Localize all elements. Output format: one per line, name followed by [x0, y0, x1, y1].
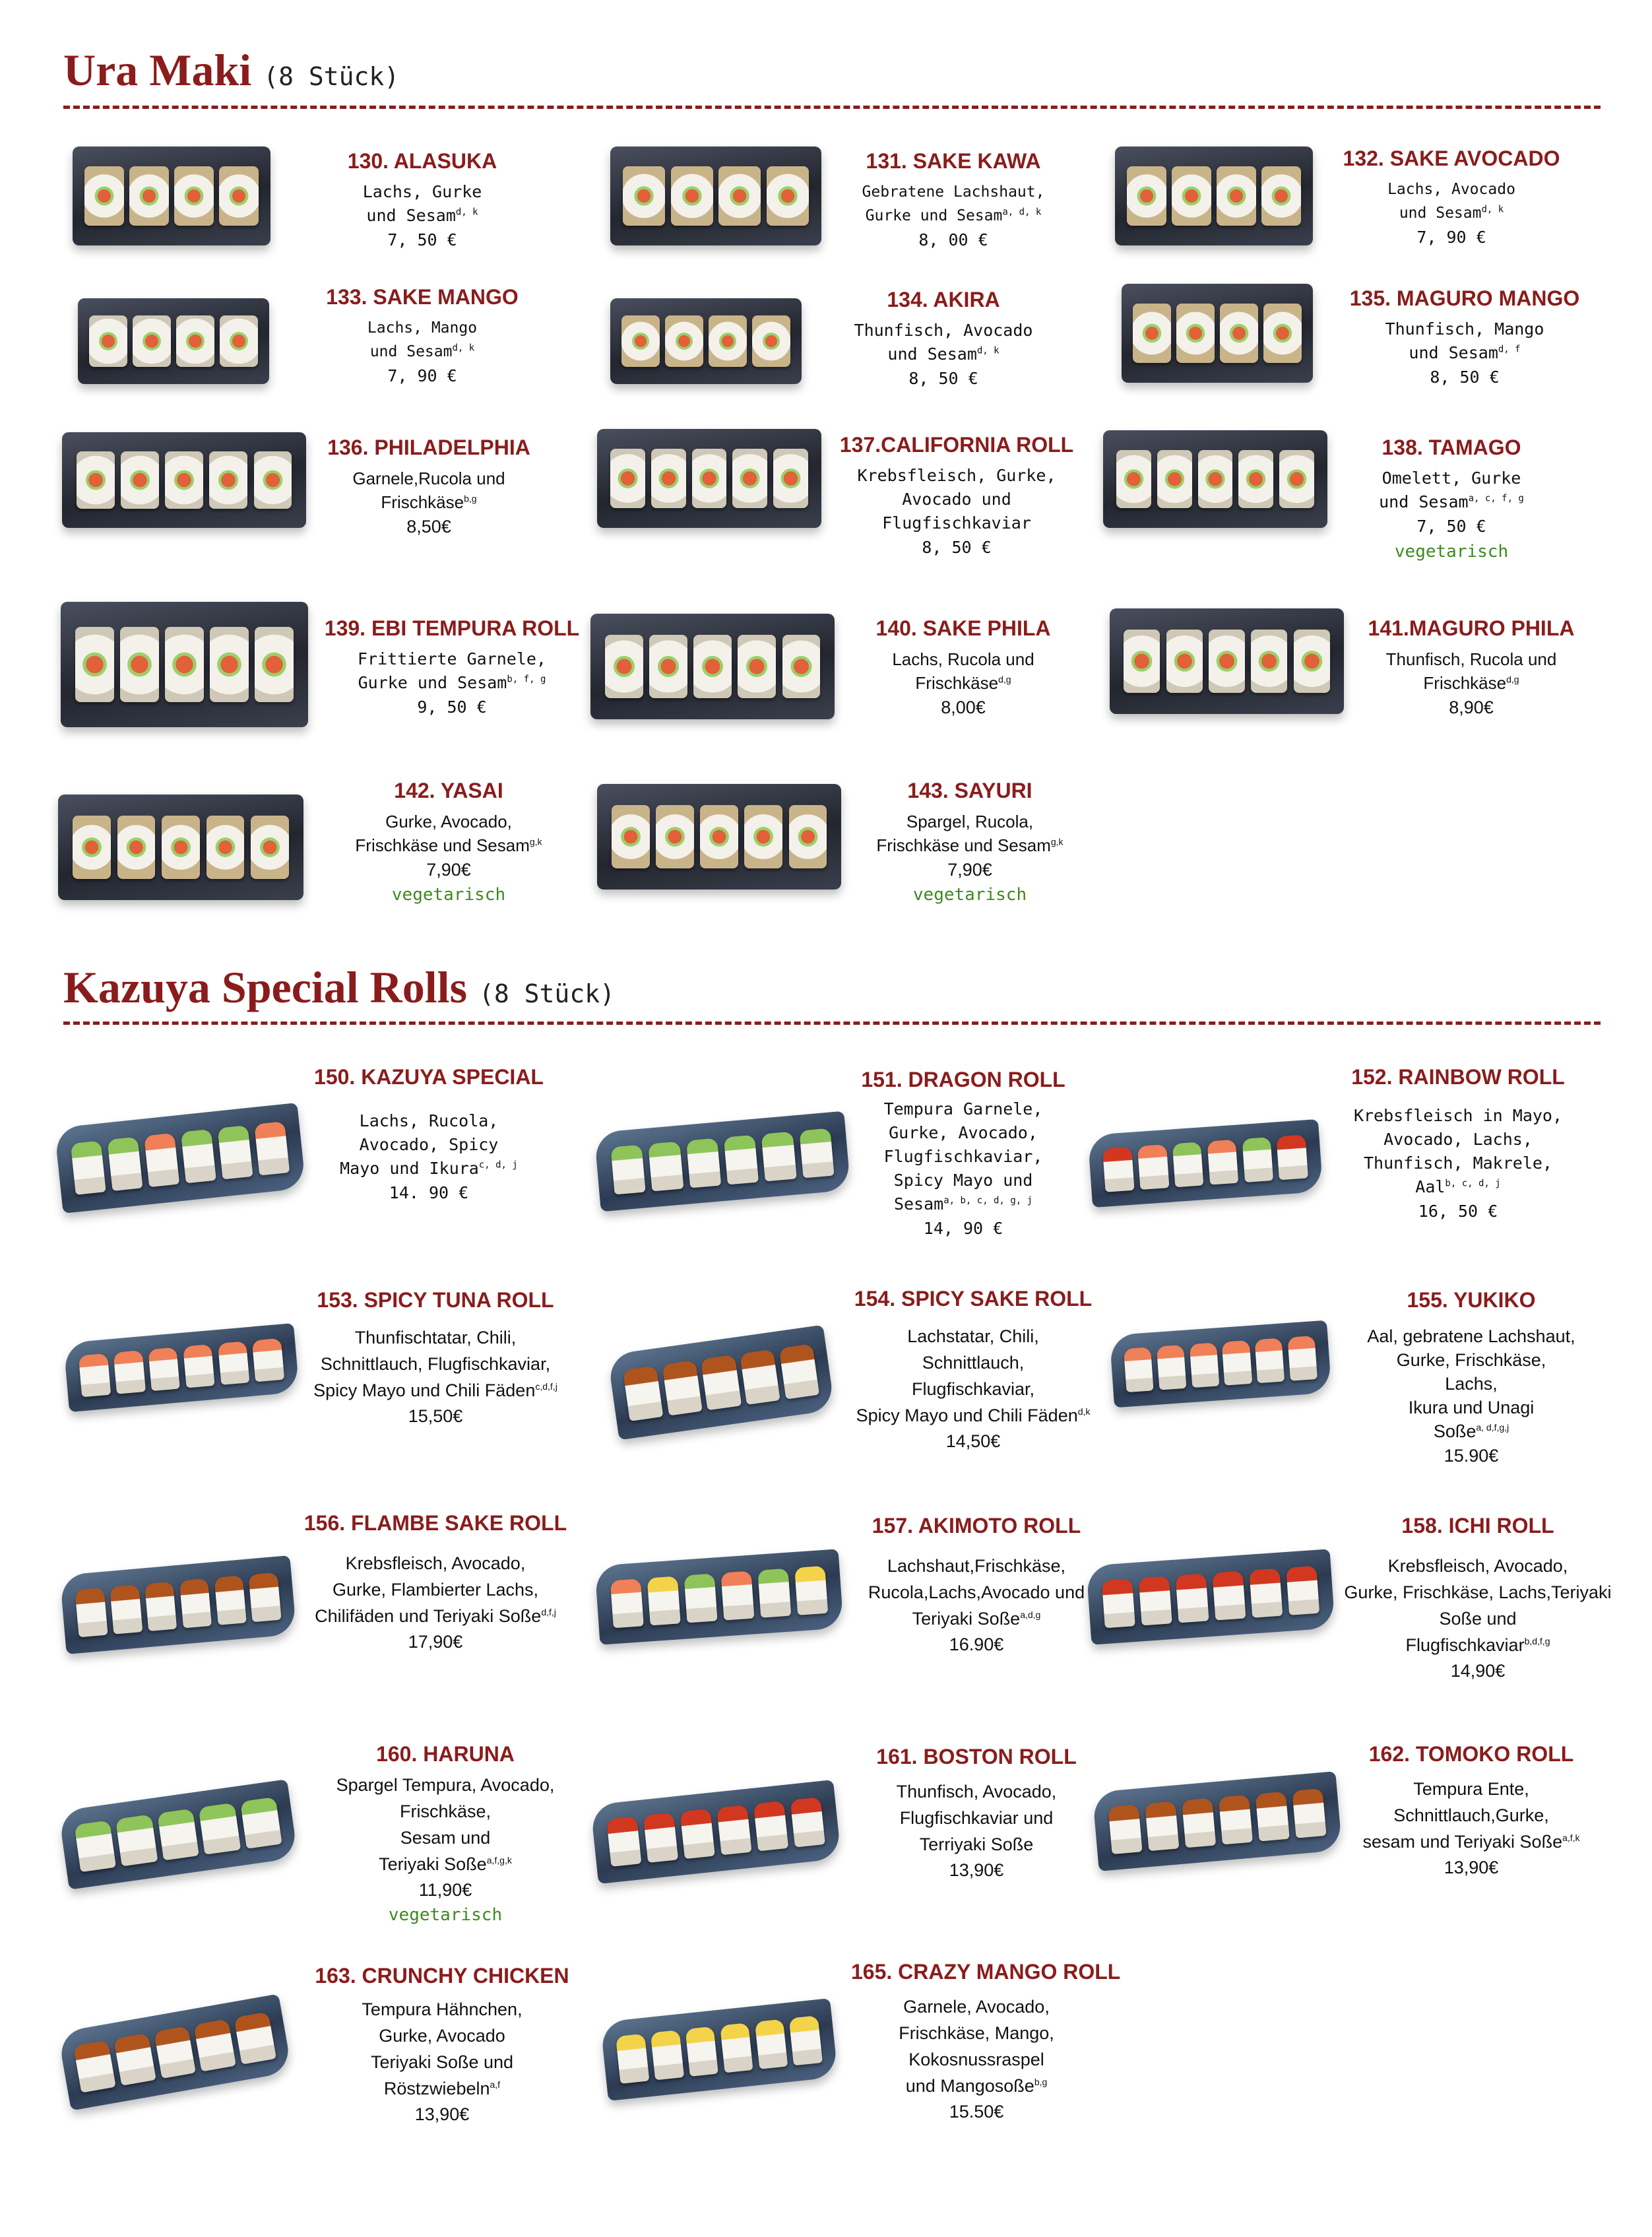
sushi-plate-image	[58, 1779, 298, 1890]
allergen-codes: d,k	[1077, 1406, 1091, 1417]
item-name: 137.CALIFORNIA ROLL	[839, 433, 1074, 457]
item-name: 152. RAINBOW ROLL	[1351, 1065, 1565, 1089]
item-price: 17,90€	[408, 1632, 463, 1652]
item-name: 139. EBI TEMPURA ROLL	[324, 616, 580, 640]
allergen-codes: b,d,f,g	[1524, 1636, 1550, 1646]
item-description: Aal, gebratene Lachshaut, Gurke, Frischkäse, Lachs, Ikura und Unagi Soße	[1367, 1326, 1575, 1441]
item-description: Thunfisch, Avocado und Sesam	[854, 321, 1033, 364]
item-price: 8,00€	[941, 697, 986, 717]
item-name: 163. CRUNCHY CHICKEN	[315, 1964, 569, 1988]
item-description: Thunfischtatar, Chili, Schnittlauch, Flugfischkaviar, Spicy Mayo und Chili Fäden	[313, 1328, 551, 1400]
vegetarian-label: vegetarisch	[912, 885, 1027, 905]
allergen-codes: c, d, j	[478, 1159, 518, 1171]
allergen-codes: a, b, c, d, g, j	[943, 1195, 1033, 1206]
item-name: 134. AKIRA	[887, 288, 1000, 311]
item-name: 155. YUKIKO	[1407, 1288, 1536, 1312]
allergen-codes: d,f,j	[541, 1607, 556, 1617]
allergen-codes: a, d,f,g,j	[1476, 1422, 1509, 1433]
item-price: 13,90€	[949, 1860, 1004, 1880]
sushi-plate-image	[1110, 1320, 1332, 1408]
section-title-ura-maki	[63, 45, 400, 95]
item-name: 160. HARUNA	[376, 1742, 515, 1766]
sushi-plate-image	[1092, 1771, 1342, 1871]
allergen-codes: a, c, f, g	[1468, 493, 1524, 504]
section-count: (8 Stück)	[263, 62, 400, 91]
allergen-codes: a,f,g,k	[486, 1855, 512, 1865]
sushi-plate-image	[594, 1111, 850, 1212]
item-description: Lachs, Rucola, Avocado, Spicy Mayo und Ikura	[340, 1111, 499, 1178]
item-price: 14. 90 €	[389, 1183, 469, 1202]
item-description: Gurke, Avocado, Frischkäse und Sesam	[355, 812, 530, 855]
item-name: 142. YASAI	[394, 779, 503, 802]
item-description: Thunfisch, Mango und Sesam	[1385, 319, 1544, 362]
allergen-codes: g,k	[1050, 836, 1064, 847]
item-description: Lachs, Avocado und Sesam	[1387, 181, 1515, 222]
item-name: 165. CRAZY MANGO ROLL	[851, 1960, 1121, 1984]
item-name: 156. FLAMBE SAKE ROLL	[303, 1511, 567, 1535]
vegetarian-label: vegetarisch	[388, 1905, 503, 1925]
item-price: 15,50€	[408, 1406, 463, 1426]
item-description: Spargel Tempura, Avocado, Frischkäse, Sesam und Teriyaki Soße	[336, 1775, 555, 1874]
sushi-plate-image	[597, 784, 841, 890]
item-price: 8,50€	[406, 517, 451, 536]
item-price: 7,90€	[947, 860, 992, 880]
sushi-plate-image	[590, 614, 835, 719]
item-name: 132. SAKE AVOCADO	[1343, 146, 1560, 170]
allergen-codes: a,d,g	[1020, 1609, 1041, 1620]
sushi-plate-image	[58, 794, 303, 900]
item-description: Frittierte Garnele, Gurke und Sesam	[358, 649, 546, 692]
item-price: 8,90€	[1449, 697, 1494, 717]
item-description: Thunfisch, Rucola und Frischkäse	[1385, 649, 1557, 693]
item-name: 130. ALASUKA	[347, 149, 497, 173]
allergen-codes: a,f	[490, 2079, 501, 2090]
item-price: 15.90€	[1444, 1446, 1499, 1466]
sushi-plate-image	[1103, 430, 1327, 528]
allergen-codes: d, k	[1481, 204, 1504, 215]
item-name: 153. SPICY TUNA ROLL	[317, 1288, 554, 1312]
item-name: 157. AKIMOTO ROLL	[872, 1514, 1081, 1538]
item-description: Spargel, Rucola, Frischkäse und Sesam	[876, 812, 1051, 855]
section-title-text: Kazuya Special Rolls	[63, 962, 468, 1012]
sushi-plate-image	[57, 1994, 292, 2110]
sushi-plate-image	[597, 429, 821, 528]
item-price: 7, 50 €	[1416, 517, 1486, 536]
section-divider	[63, 1021, 1601, 1025]
item-price: 14, 90 €	[923, 1219, 1003, 1238]
item-price: 8, 50 €	[922, 538, 992, 557]
item-description: Tempura Hähnchen, Gurke, Avocado Teriyaki Soße und Röstzwiebeln	[362, 1999, 523, 2098]
allergen-codes: d, k	[976, 345, 1000, 356]
item-description: Omelett, Gurke und Sesam	[1379, 469, 1521, 511]
item-name: 151. DRAGON ROLL	[861, 1068, 1065, 1091]
item-price: 11,90€	[418, 1880, 472, 1900]
allergen-codes: d,g	[998, 674, 1011, 685]
item-name: 162. TOMOKO ROLL	[1368, 1742, 1574, 1766]
allergen-codes: b,g	[464, 493, 477, 504]
item-name: 140. SAKE PHILA	[875, 616, 1051, 640]
allergen-codes: b, c, d, j	[1445, 1178, 1501, 1189]
item-description: Krebsfleisch in Mayo, Avocado, Lachs, Thunfisch, Makrele, Aal	[1353, 1106, 1563, 1196]
item-description: Lachshaut,Frischkäse, Rucola,Lachs,Avocado und Teriyaki Soße	[868, 1556, 1085, 1629]
item-price: 7,90€	[426, 860, 471, 880]
item-price: 8, 50 €	[1430, 368, 1500, 387]
sushi-plate-image	[594, 1549, 843, 1645]
item-name: 154. SPICY SAKE ROLL	[854, 1287, 1093, 1311]
item-description: Lachs, Gurke und Sesam	[362, 182, 482, 225]
item-name: 138. TAMAGO	[1382, 436, 1521, 459]
item-name: 133. SAKE MANGO	[326, 285, 519, 309]
sushi-plate-image	[63, 1323, 300, 1412]
sushi-plate-image	[610, 146, 821, 245]
item-price: 7, 90 €	[387, 366, 457, 385]
item-price: 7, 50 €	[387, 230, 457, 249]
allergen-codes: b, f, g	[507, 674, 546, 685]
allergen-codes: g,k	[529, 836, 542, 847]
item-name: 141.MAGURO PHILA	[1368, 616, 1575, 640]
sushi-plate-image	[59, 1555, 296, 1654]
item-price: 9, 50 €	[417, 697, 487, 717]
item-description: Lachstatar, Chili, Schnittlauch, Flugfischkaviar, Spicy Mayo und Chili Fäden	[856, 1326, 1078, 1425]
vegetarian-label: vegetarisch	[1394, 542, 1509, 562]
item-description: Lachs, Rucola und Frischkäse	[892, 649, 1034, 693]
vegetarian-label: vegetarisch	[391, 885, 506, 905]
section-title-kazuya-special-rolls	[63, 962, 615, 1012]
item-name: 150. KAZUYA SPECIAL	[314, 1065, 544, 1089]
item-description: Tempura Garnele, Gurke, Avocado, Flugfischkaviar, Spicy Mayo und Sesam	[883, 1099, 1043, 1214]
item-price: 8, 00 €	[918, 230, 988, 249]
sushi-plate-image	[54, 1103, 306, 1214]
item-price: 14,50€	[945, 1431, 1001, 1451]
sushi-plate-image	[1122, 284, 1313, 383]
sushi-plate-image	[62, 432, 306, 528]
allergen-codes: b,g	[1034, 2077, 1048, 2087]
sushi-plate-image	[608, 1325, 835, 1441]
item-price: 14,90€	[1450, 1661, 1506, 1681]
item-description: Krebsfleisch, Gurke, Avocado und Flugfischkaviar	[857, 466, 1056, 533]
item-description: Lachs, Mango und Sesam	[367, 319, 478, 360]
sushi-plate-image	[1086, 1549, 1335, 1645]
item-name: 143. SAYURI	[907, 779, 1032, 802]
item-name: 136. PHILADELPHIA	[327, 436, 530, 459]
sushi-plate-image	[78, 298, 269, 384]
item-price: 16.90€	[949, 1635, 1004, 1654]
item-description: Krebsfleisch, Avocado, Gurke, Frischkäse, Lachs,Teriyaki Soße und Flugfischkaviar	[1344, 1556, 1612, 1655]
item-name: 135. MAGURO MANGO	[1349, 286, 1580, 310]
item-price: 15.50€	[949, 2102, 1004, 2122]
allergen-codes: d, k	[455, 207, 478, 218]
allergen-codes: a,f,k	[1562, 1832, 1580, 1843]
item-name: 158. ICHI ROLL	[1401, 1514, 1554, 1538]
item-description: Krebsfleisch, Avocado, Gurke, Flambierter Lachs, Chilifäden und Teriyaki Soße	[315, 1553, 542, 1626]
section-divider	[63, 106, 1601, 109]
item-description: Garnele, Avocado, Frischkäse, Mango, Kokosnussraspel und Mangosoße	[899, 1997, 1054, 2096]
allergen-codes: c,d,f,j	[535, 1381, 557, 1392]
item-price: 13,90€	[1444, 1858, 1499, 1877]
sushi-plate-image	[1115, 146, 1313, 245]
section-title-text: Ura Maki	[63, 45, 252, 95]
sushi-plate-image	[610, 298, 802, 384]
sushi-plate-image	[590, 1780, 842, 1884]
allergen-codes: d, f	[1498, 344, 1521, 355]
item-price: 13,90€	[414, 2104, 470, 2124]
item-name: 161. BOSTON ROLL	[876, 1745, 1077, 1768]
item-price: 8, 50 €	[908, 369, 978, 388]
item-description: Thunfisch, Avocado, Flugfischkaviar und Terriyaki Soße	[896, 1782, 1057, 1854]
item-name: 131. SAKE KAWA	[866, 149, 1041, 173]
sushi-plate-image	[600, 1998, 839, 2101]
sushi-plate-image	[1110, 608, 1344, 714]
item-description: Gebratene Lachshaut, Gurke und Sesam	[862, 183, 1045, 224]
item-description: Garnele,Rucola und Frischkäse	[352, 469, 505, 512]
section-count: (8 Stück)	[479, 979, 615, 1008]
allergen-codes: a, d, k	[1002, 207, 1042, 218]
sushi-plate-image	[61, 602, 308, 727]
allergen-codes: d, k	[452, 342, 475, 354]
item-price: 16, 50 €	[1418, 1202, 1498, 1221]
item-price: 7, 90 €	[1416, 228, 1486, 247]
item-description: Tempura Ente, Schnittlauch,Gurke, sesam und Teriyaki Soße	[1362, 1779, 1563, 1852]
allergen-codes: d,g	[1506, 674, 1519, 685]
sushi-plate-image	[1088, 1119, 1323, 1208]
sushi-plate-image	[73, 146, 270, 245]
